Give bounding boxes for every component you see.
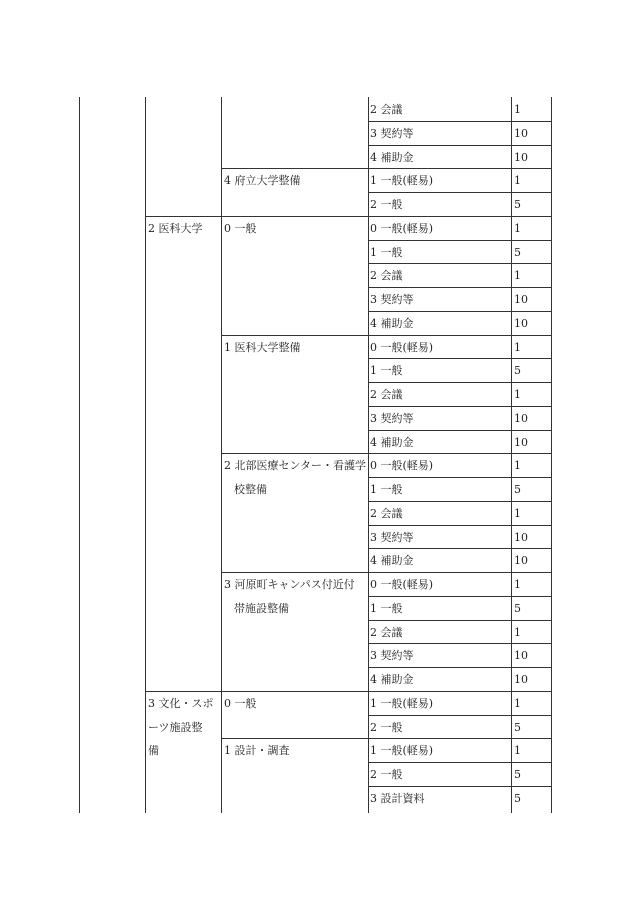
row-divider	[368, 192, 552, 193]
row-divider	[368, 145, 552, 146]
retention-value: 5	[514, 768, 521, 781]
item-name: 2 会議	[370, 388, 403, 401]
row-divider	[368, 501, 552, 502]
subgroup-label: 0 一般	[224, 697, 257, 710]
row-divider	[368, 525, 552, 526]
row-divider	[368, 430, 552, 431]
group-label: 備	[148, 744, 159, 757]
row-divider	[368, 715, 552, 716]
retention-value: 1	[514, 269, 521, 282]
row-divider	[368, 382, 552, 383]
row-divider	[368, 620, 552, 621]
item-name: 3 契約等	[370, 127, 414, 140]
item-name: 1 一般(軽易)	[370, 697, 434, 710]
row-divider	[368, 121, 552, 122]
subgroup-divider	[221, 335, 552, 336]
item-name: 2 会議	[370, 269, 403, 282]
retention-value: 10	[514, 293, 528, 306]
item-name: 4 補助金	[370, 673, 414, 686]
subgroup-label: 帯施設整備	[234, 602, 289, 615]
row-divider	[368, 667, 552, 668]
subgroup-divider	[221, 453, 552, 454]
retention-value: 10	[514, 412, 528, 425]
subgroup-divider	[221, 572, 552, 573]
item-name: 0 一般(軽易)	[370, 222, 434, 235]
retention-value: 5	[514, 246, 521, 259]
item-name: 2 一般	[370, 198, 403, 211]
retention-value: 10	[514, 649, 528, 662]
retention-value: 10	[514, 127, 528, 140]
item-name: 3 契約等	[370, 293, 414, 306]
subgroup-label: 2 北部医療センター・看護学	[224, 459, 367, 472]
column-border	[145, 97, 146, 813]
subgroup-label: 4 府立大学整備	[224, 174, 301, 187]
group-label: ーツ施設整	[148, 721, 203, 734]
retention-value: 1	[514, 507, 521, 520]
subgroup-label: 0 一般	[224, 222, 257, 235]
item-name: 4 補助金	[370, 317, 414, 330]
retention-value: 5	[514, 483, 521, 496]
subgroup-label: 1 設計・調査	[224, 744, 290, 757]
row-divider	[368, 358, 552, 359]
retention-value: 10	[514, 317, 528, 330]
row-divider	[368, 240, 552, 241]
item-name: 2 会議	[370, 626, 403, 639]
group-divider	[145, 691, 552, 692]
retention-value: 1	[514, 744, 521, 757]
row-divider	[368, 406, 552, 407]
column-border	[79, 97, 80, 813]
retention-value: 1	[514, 103, 521, 116]
retention-value: 1	[514, 341, 521, 354]
item-name: 1 一般	[370, 364, 403, 377]
item-name: 4 補助金	[370, 436, 414, 449]
retention-value: 10	[514, 554, 528, 567]
row-divider	[368, 643, 552, 644]
item-name: 1 一般	[370, 602, 403, 615]
retention-value: 5	[514, 364, 521, 377]
subgroup-divider	[221, 168, 552, 169]
retention-value: 1	[514, 578, 521, 591]
item-name: 3 契約等	[370, 531, 414, 544]
item-name: 0 一般(軽易)	[370, 459, 434, 472]
group-label: 2 医科大学	[148, 222, 203, 235]
retention-value: 5	[514, 198, 521, 211]
row-divider	[368, 311, 552, 312]
column-border	[221, 97, 222, 813]
subgroup-label: 1 医科大学整備	[224, 341, 301, 354]
retention-value: 1	[514, 459, 521, 472]
group-label: 3 文化・スポ	[148, 697, 214, 710]
item-name: 2 会議	[370, 507, 403, 520]
retention-value: 10	[514, 436, 528, 449]
item-name: 0 一般(軽易)	[370, 341, 434, 354]
item-name: 1 一般	[370, 246, 403, 259]
retention-value: 5	[514, 602, 521, 615]
retention-value: 10	[514, 531, 528, 544]
column-border	[551, 97, 552, 813]
row-divider	[368, 263, 552, 264]
item-name: 3 設計資料	[370, 792, 425, 805]
row-divider	[368, 596, 552, 597]
subgroup-label: 校整備	[234, 483, 267, 496]
retention-value: 1	[514, 174, 521, 187]
row-divider	[368, 786, 552, 787]
retention-value: 10	[514, 151, 528, 164]
item-name: 4 補助金	[370, 151, 414, 164]
retention-value: 1	[514, 626, 521, 639]
item-name: 1 一般(軽易)	[370, 174, 434, 187]
item-name: 3 契約等	[370, 649, 414, 662]
item-name: 1 一般(軽易)	[370, 744, 434, 757]
column-border	[368, 97, 369, 813]
column-border	[511, 97, 512, 813]
row-divider	[368, 287, 552, 288]
item-name: 4 補助金	[370, 554, 414, 567]
row-divider	[368, 548, 552, 549]
retention-value: 1	[514, 388, 521, 401]
item-name: 2 一般	[370, 721, 403, 734]
row-divider	[368, 477, 552, 478]
item-name: 0 一般(軽易)	[370, 578, 434, 591]
subgroup-label: 3 河原町キャンパス付近付	[224, 578, 355, 591]
item-name: 2 一般	[370, 768, 403, 781]
retention-value: 10	[514, 673, 528, 686]
item-name: 1 一般	[370, 483, 403, 496]
row-divider	[368, 762, 552, 763]
retention-value: 1	[514, 697, 521, 710]
retention-value: 5	[514, 792, 521, 805]
retention-value: 5	[514, 721, 521, 734]
item-name: 2 会議	[370, 103, 403, 116]
retention-value: 1	[514, 222, 521, 235]
group-divider	[145, 216, 552, 217]
subgroup-divider	[221, 738, 552, 739]
item-name: 3 契約等	[370, 412, 414, 425]
